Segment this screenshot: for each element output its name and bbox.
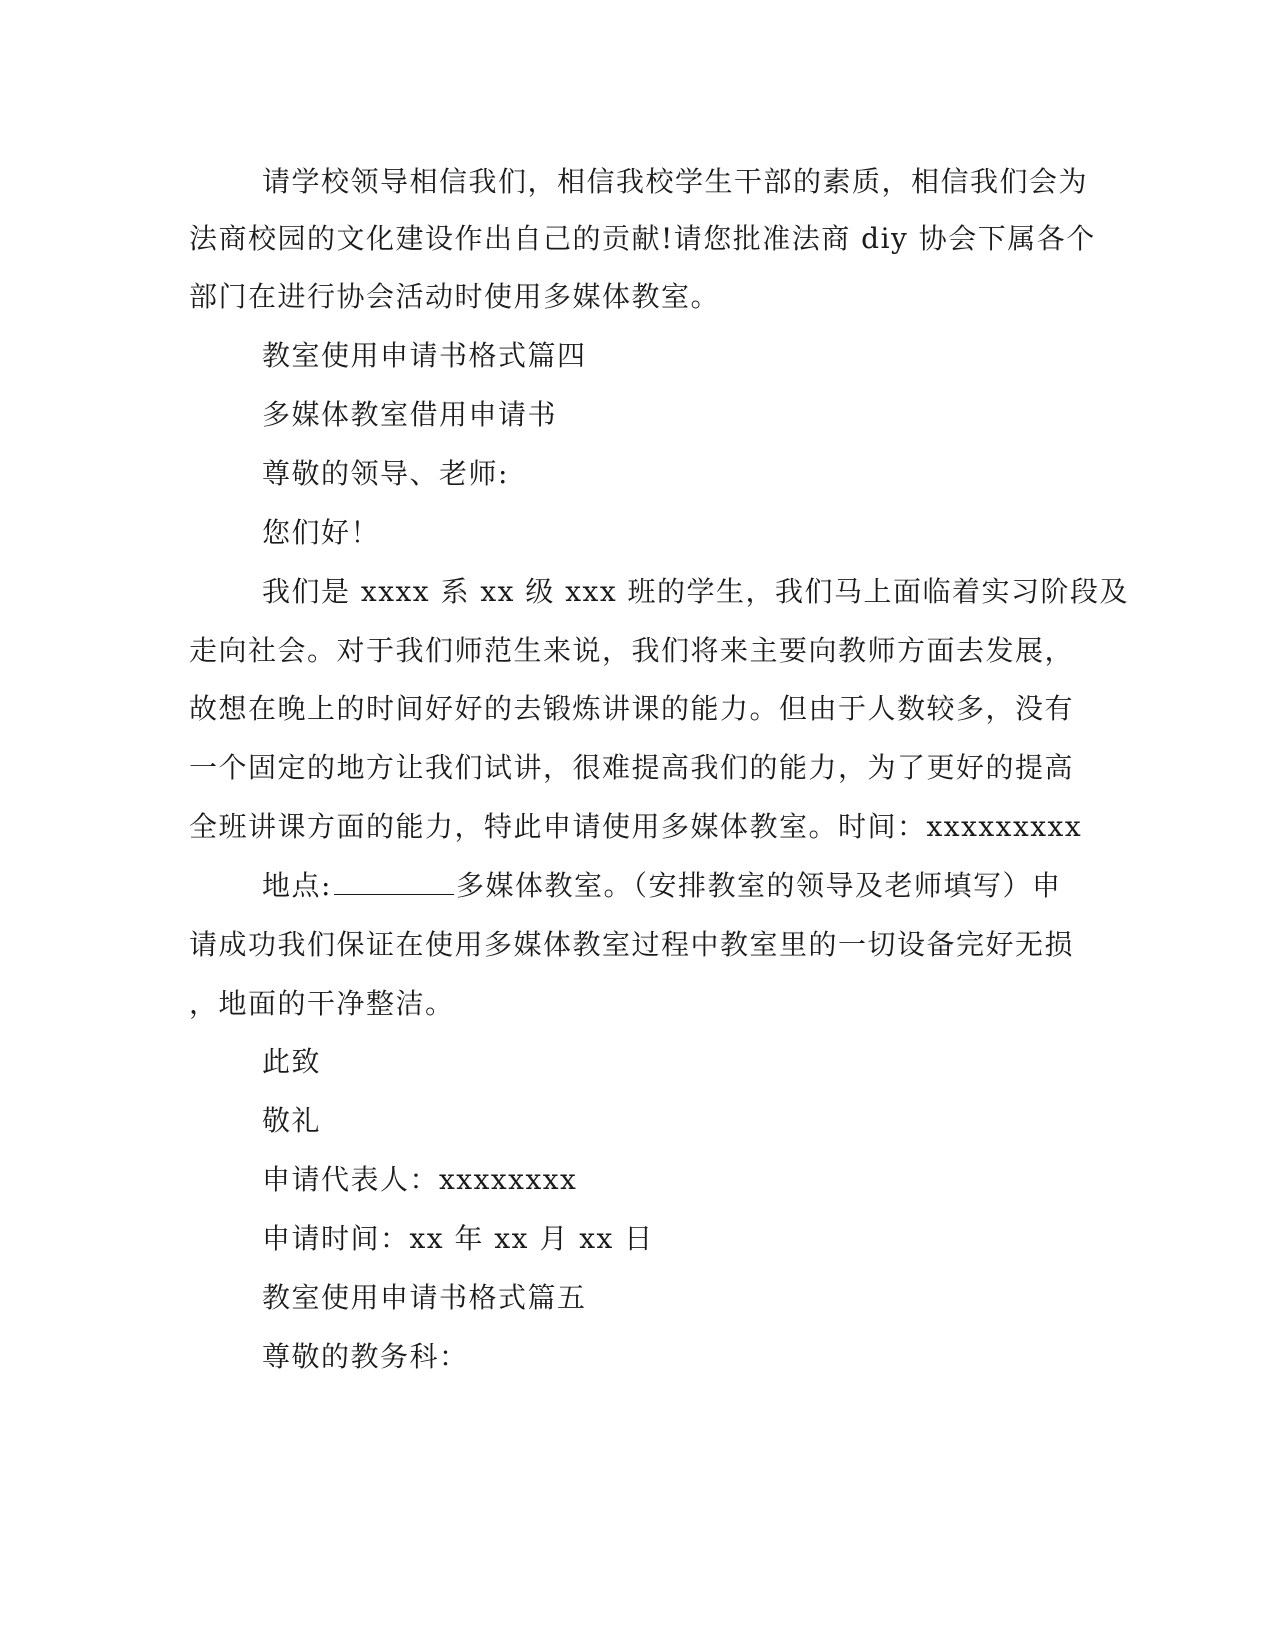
paragraph-line: 故想在晚上的时间好好的去锻炼讲课的能力。但由于人数较多，没有 bbox=[189, 692, 1075, 725]
paragraph-line: 全班讲课方面的能力，特此申请使用多媒体教室。时间：xxxxxxxxx bbox=[189, 810, 1083, 843]
paragraph-line: 走向社会。对于我们师范生来说，我们将来主要向教师方面去发展， bbox=[189, 634, 1075, 667]
date-line: 申请时间：xx 年 xx 月 xx 日 bbox=[262, 1222, 654, 1255]
letter-title: 多媒体教室借用申请书 bbox=[262, 398, 558, 431]
paragraph-line: 请成功我们保证在使用多媒体教室过程中教室里的一切设备完好无损 bbox=[189, 928, 1075, 961]
section-heading: 教室使用申请书格式篇五 bbox=[262, 1281, 587, 1314]
location-line bbox=[262, 869, 1061, 903]
greeting: 您们好！ bbox=[262, 516, 381, 549]
paragraph-line: 部门在进行协会活动时使用多媒体教室。 bbox=[189, 280, 721, 313]
applicant-line: 申请代表人：xxxxxxxx bbox=[262, 1163, 578, 1196]
section-heading: 教室使用申请书格式篇四 bbox=[262, 339, 587, 372]
location-label: 地点: bbox=[262, 869, 332, 902]
salutation: 尊敬的领导、老师: bbox=[262, 457, 509, 490]
paragraph-line: ，地面的干净整洁。 bbox=[189, 987, 455, 1020]
closing-line: 敬礼 bbox=[262, 1104, 322, 1137]
paragraph-line: 请学校领导相信我们，相信我校学生干部的素质，相信我们会为 bbox=[262, 165, 1089, 198]
paragraph-line: 一个固定的地方让我们试讲，很难提高我们的能力，为了更好的提高 bbox=[189, 751, 1075, 784]
closing-line: 此致 bbox=[262, 1045, 322, 1078]
location-blank bbox=[334, 870, 454, 895]
paragraph-line: 法商校园的文化建设作出自己的贡献!请您批准法商 diy 协会下属各个 bbox=[189, 222, 1096, 255]
salutation: 尊敬的教务科： bbox=[262, 1340, 469, 1373]
paragraph-line: 我们是 xxxx 系 xx 级 xxx 班的学生，我们马上面临着实习阶段及 bbox=[262, 575, 1130, 608]
location-text: 多媒体教室。（安排教室的领导及老师填写）申 bbox=[455, 869, 1062, 902]
